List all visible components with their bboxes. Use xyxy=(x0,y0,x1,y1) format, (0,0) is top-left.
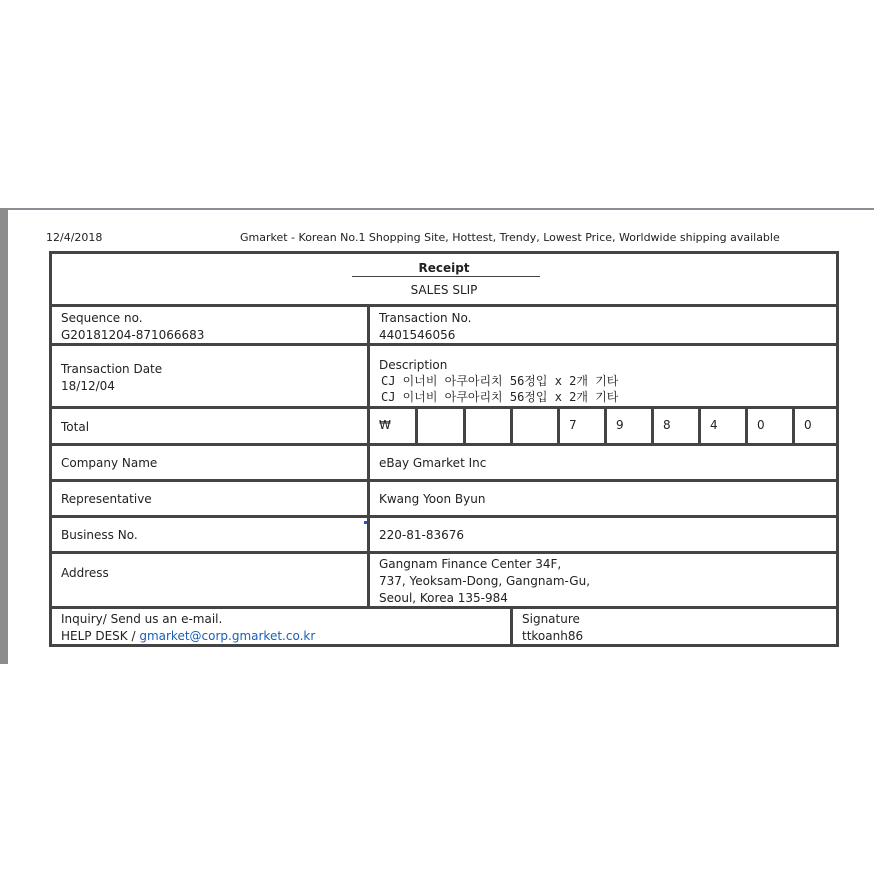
inquiry-cell xyxy=(52,609,513,644)
description-line: CJ 이너비 아쿠아리치 56정입 x 2개 기타 xyxy=(381,390,619,404)
company-row xyxy=(52,446,836,482)
representative-label-cell xyxy=(52,482,370,515)
receipt-table xyxy=(49,251,839,647)
total-label-cell xyxy=(52,409,370,443)
total-digit-box xyxy=(748,409,795,443)
representative-row xyxy=(52,482,836,518)
address-line: 737, Yeoksam-Dong, Gangnam-Gu, xyxy=(379,574,591,588)
address-line: Gangnam Finance Center 34F, xyxy=(379,557,562,571)
total-digit-box xyxy=(654,409,701,443)
address-row xyxy=(52,554,836,609)
sequence-row xyxy=(52,307,836,346)
transaction-date-label: Transaction Date xyxy=(61,362,163,376)
address-value-cell xyxy=(370,554,836,606)
total-digit: 0 xyxy=(804,418,812,432)
sequence-cell xyxy=(52,307,370,343)
address-label: Address xyxy=(61,566,109,580)
total-digit-box xyxy=(466,409,513,443)
receipt-title-row xyxy=(52,254,836,307)
business-value-cell xyxy=(370,518,836,551)
total-digit-box xyxy=(795,409,836,443)
sequence-label: Sequence no. xyxy=(61,311,143,325)
stray-mark xyxy=(364,521,367,524)
total-digit-box xyxy=(701,409,748,443)
title-underline xyxy=(352,276,540,277)
print-header-site: Gmarket - Korean No.1 Shopping Site, Hottest, Trendy, Lowest Price, Worldwide shipping available xyxy=(240,231,780,244)
helpdesk-email-link[interactable]: gmarket@corp.gmarket.co.kr xyxy=(139,629,316,643)
company-label: Company Name xyxy=(61,456,158,470)
total-row xyxy=(52,409,836,446)
description-line: CJ 이너비 아쿠아리치 56정입 x 2개 기타 xyxy=(381,374,619,388)
helpdesk-prefix: HELP DESK / xyxy=(61,629,140,643)
company-value-cell xyxy=(370,446,836,479)
date-description-row xyxy=(52,346,836,409)
signature-label: Signature xyxy=(522,612,580,626)
total-digit: 0 xyxy=(757,418,765,432)
business-row xyxy=(52,518,836,554)
signature-value: ttkoanh86 xyxy=(522,629,584,643)
total-digit-box xyxy=(607,409,654,443)
business-label: Business No. xyxy=(61,528,138,542)
transaction-date-value: 18/12/04 xyxy=(61,379,115,393)
company-label-cell xyxy=(52,446,370,479)
company-value: eBay Gmarket Inc xyxy=(379,456,487,470)
currency-symbol: ₩ xyxy=(379,418,391,432)
helpdesk-line xyxy=(61,628,315,644)
business-value: 220-81-83676 xyxy=(379,528,465,542)
transaction-no-value: 4401546056 xyxy=(379,328,456,342)
representative-value-cell xyxy=(370,482,836,515)
inquiry-label: Inquiry/ Send us an e-mail. xyxy=(61,612,223,626)
total-digit: 4 xyxy=(710,418,718,432)
total-digit-box xyxy=(513,409,560,443)
representative-value: Kwang Yoon Byun xyxy=(379,492,486,506)
inquiry-signature-row xyxy=(52,609,836,644)
transaction-no-label: Transaction No. xyxy=(379,311,472,325)
total-digit-box xyxy=(418,409,466,443)
print-date: 12/4/2018 xyxy=(46,231,103,244)
transaction-no-cell xyxy=(370,307,836,343)
viewer-scrollbar[interactable] xyxy=(0,208,8,664)
total-digit-box xyxy=(560,409,607,443)
business-label-cell xyxy=(52,518,370,551)
total-digit-box xyxy=(370,409,418,443)
transaction-date-cell xyxy=(52,346,370,406)
representative-label: Representative xyxy=(61,492,152,506)
address-label-cell xyxy=(52,554,370,606)
address-line: Seoul, Korea 135-984 xyxy=(379,591,508,605)
total-digit: 8 xyxy=(663,418,671,432)
sales-slip-label: SALES SLIP xyxy=(410,283,478,297)
total-label: Total xyxy=(61,420,90,434)
receipt-title: Receipt xyxy=(418,261,470,275)
sequence-value: G20181204-871066683 xyxy=(61,328,205,342)
total-digit: 7 xyxy=(569,418,577,432)
total-digit: 9 xyxy=(616,418,624,432)
description-label: Description xyxy=(379,358,448,372)
description-cell xyxy=(370,346,836,406)
signature-cell xyxy=(513,609,836,644)
